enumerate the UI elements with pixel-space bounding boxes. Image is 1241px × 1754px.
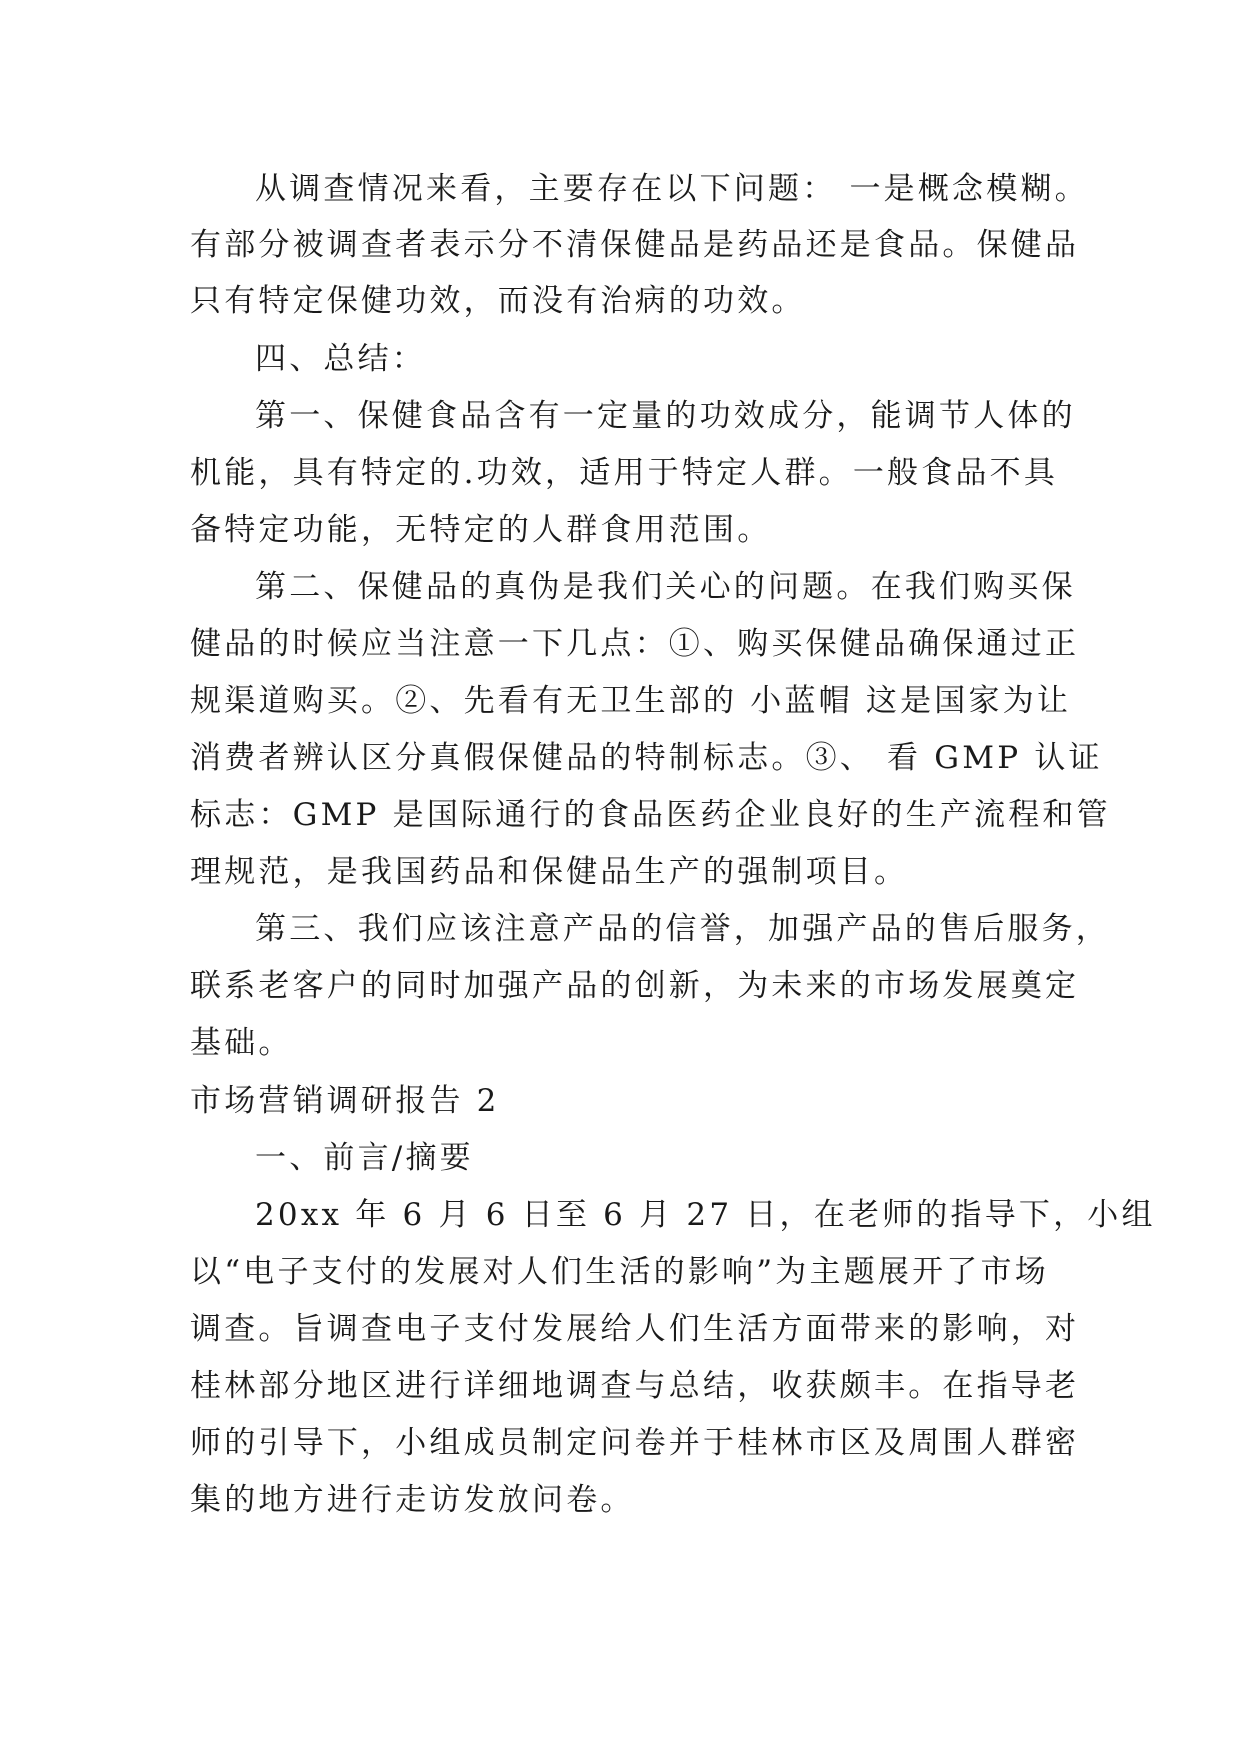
paragraph-line: 以“电子支付的发展对人们生活的影响”为主题展开了市场 <box>190 1254 1049 1290</box>
paragraph-line: 从调查情况来看，主要存在以下问题： 一是概念模糊。 <box>255 171 1089 207</box>
paragraph-line: 第三、我们应该注意产品的信誉，加强产品的售后服务， <box>255 911 1110 947</box>
paragraph-line: 消费者辨认区分真假保健品的特制标志。③、 看 GMP 认证 <box>190 740 1103 776</box>
report-title: 市场营销调研报告 2 <box>190 1083 500 1119</box>
paragraph-line: 标志：GMP 是国际通行的食品医药企业良好的生产流程和管 <box>190 797 1111 833</box>
paragraph-line: 备特定功能，无特定的人群食用范围。 <box>190 512 772 548</box>
paragraph-line: 健品的时候应当注意一下几点：①、购买保健品确保通过正 <box>190 626 1080 662</box>
paragraph-line: 基础。 <box>190 1025 293 1061</box>
section-heading: 一、前言/摘要 <box>255 1140 474 1176</box>
paragraph-line: 机能，具有特定的.功效，适用于特定人群。一般食品不具 <box>190 455 1059 491</box>
section-heading: 四、总结： <box>255 341 426 377</box>
paragraph-line: 规渠道购买。②、先看有无卫生部的 小蓝帽 这是国家为让 <box>190 683 1072 719</box>
paragraph-line: 调查。旨调查电子支付发展给人们生活方面带来的影响，对 <box>190 1311 1080 1347</box>
paragraph-line: 有部分被调查者表示分不清保健品是药品还是食品。保健品 <box>190 227 1080 263</box>
paragraph-line: 师的引导下，小组成员制定问卷并于桂林市区及周围人群密 <box>190 1425 1080 1461</box>
paragraph-line: 20xx 年 6 月 6 日至 6 月 27 日，在老师的指导下，小组 <box>255 1197 1156 1233</box>
paragraph-line: 联系老客户的同时加强产品的创新，为未来的市场发展奠定 <box>190 968 1080 1004</box>
paragraph-line: 理规范，是我国药品和保健品生产的强制项目。 <box>190 854 909 890</box>
paragraph-line: 第一、保健食品含有一定量的功效成分，能调节人体的 <box>255 398 1076 434</box>
paragraph-line: 只有特定保健功效，而没有治病的功效。 <box>190 283 806 319</box>
paragraph-line: 集的地方进行走访发放问卷。 <box>190 1482 635 1518</box>
paragraph-line: 桂林部分地区进行详细地调查与总结，收获颇丰。在指导老 <box>190 1368 1080 1404</box>
paragraph-line: 第二、保健品的真伪是我们关心的问题。在我们购买保 <box>255 569 1076 605</box>
